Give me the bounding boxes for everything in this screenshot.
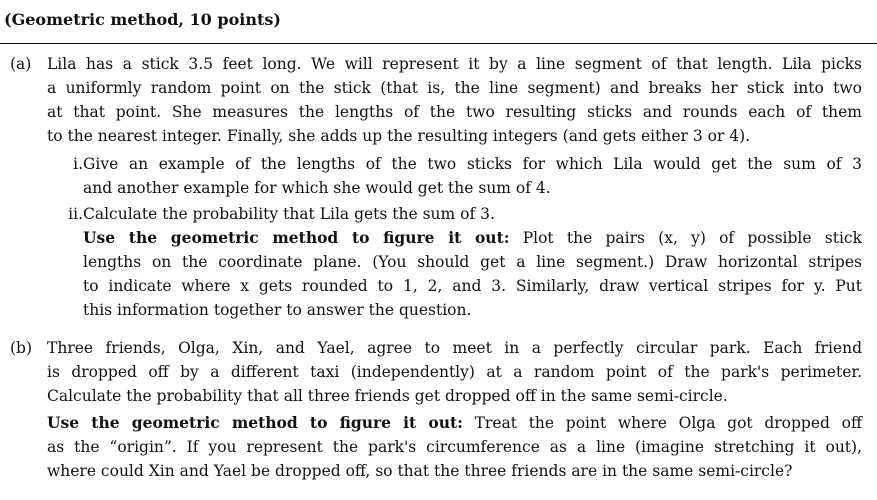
subpart-i-line: and another example for which she would get the sum of 4. [83,179,551,197]
subpart-i [47,152,862,200]
heading-rule [0,43,877,44]
method-instruction-rest: Plot the pairs (x, y) of possible stick [522,229,862,247]
subpart-ii-line: to indicate where x gets rounded to 1, 2, and 3. Similarly, draw vertical stripes for y. Put [83,277,862,295]
part-b-text [47,336,862,483]
subpart-ii-line: lengths on the coordinate plane. (You should get a line segment.) Draw horizontal stripes [83,253,862,271]
problem-title: (Geometric method, 10 points) [4,10,281,29]
part-a-line: Lila has a stick 3.5 feet long. We will represent it by a line segment of that length. Lila picks [47,55,862,73]
subpart-i-text [83,152,862,200]
part-b-line: is dropped off by a different taxi (independently) at a random point of the park's perimeter. [47,363,862,381]
subpart-i-label: i. [73,155,83,173]
part-a-line: at that point. She measures the lengths of the two resulting sticks and rounds each of them [47,103,862,121]
problem-heading [4,8,281,32]
method-instruction-lead: Use the geometric method to figure it out: [83,228,510,247]
subpart-ii-line: Calculate the probability that Lila gets the sum of 3. [83,205,495,223]
part-a-line: a uniformly random point on the stick (that is, the line segment) and breaks her stick into two [47,79,862,97]
subpart-ii [47,202,862,322]
subpart-ii-line: this information together to answer the question. [83,301,472,319]
part-a-line: to the nearest integer. Finally, she adds up the resulting integers (and gets either 3 or 4). [47,127,751,145]
method-instruction-rest: Treat the point where Olga got dropped off [474,414,862,432]
part-b-line: as the “origin”. If you represent the park's circumference as a line (imagine stretching it out), [47,438,862,456]
part-b-line: Calculate the probability that all three friends get dropped off in the same semi-circle. [47,387,728,405]
part-b [10,336,862,483]
part-a-text [47,52,862,148]
part-b-label: (b) [10,339,33,357]
method-instruction-lead: Use the geometric method to figure it out: [47,413,463,432]
part-b-line: where could Xin and Yael be dropped off, so that the three friends are in the same semi-circle? [47,462,793,480]
part-a-label: (a) [10,55,32,73]
part-b-line: Three friends, Olga, Xin, and Yael, agree to meet in a perfectly circular park. Each friend [47,339,862,357]
part-b-line [47,411,862,435]
part-a [10,52,862,322]
subpart-i-line: Give an example of the lengths of the two sticks for which Lila would get the sum of 3 [83,155,862,173]
subpart-ii-text [83,202,862,322]
subpart-ii-label: ii. [68,205,83,223]
subpart-ii-line [83,226,862,250]
